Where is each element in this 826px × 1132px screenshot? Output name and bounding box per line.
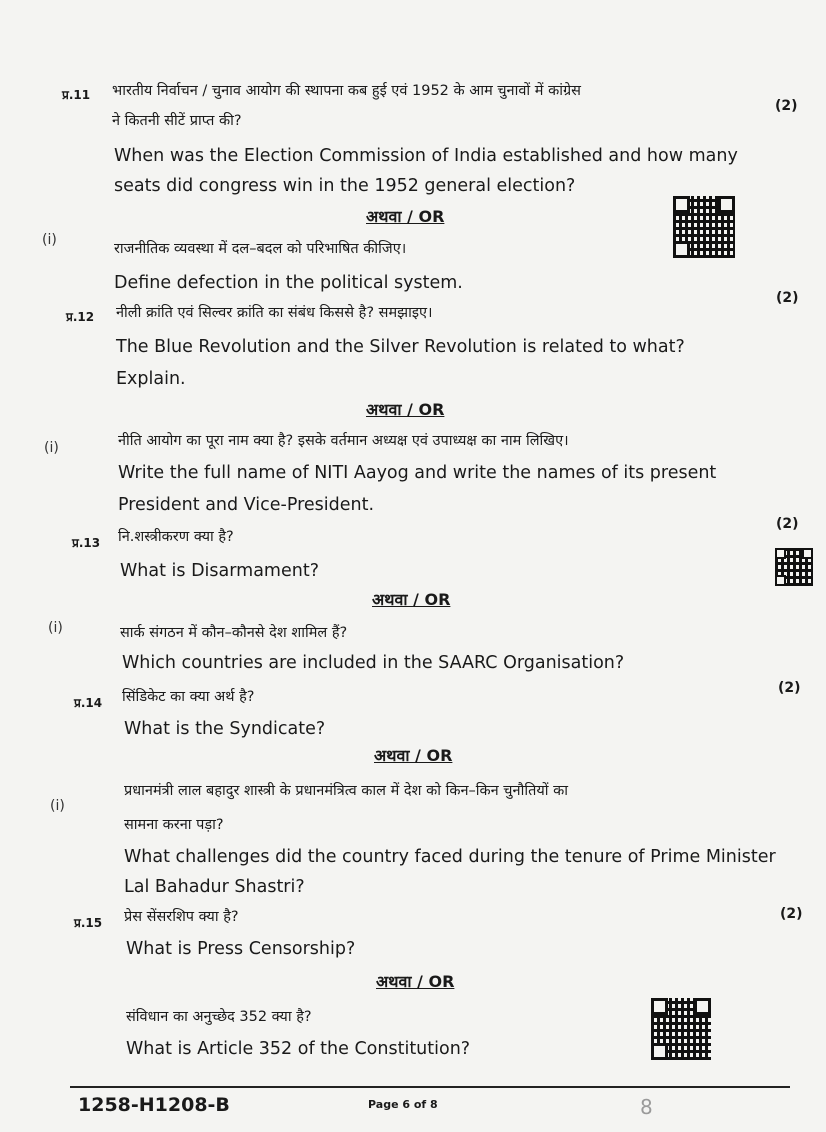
paper-code: 1258-H1208-B [78, 1094, 230, 1116]
question-number: प्र.11 [62, 88, 91, 102]
question-english: What is Press Censorship? [126, 939, 356, 959]
question-hindi: भारतीय निर्वाचन / चुनाव आयोग की स्थापना कब हुई एवं 1952 के आम चुनावों में कांग्रेस [112, 83, 581, 99]
alternate-english: President and Vice-President. [118, 495, 375, 515]
alternate-english: What challenges did the country faced during the tenure of Prime Minister [124, 847, 776, 867]
question-english: Explain. [116, 369, 186, 389]
question-number: प्र.15 [74, 916, 103, 930]
alternate-english: Write the full name of NITI Aayog and write the names of its present [118, 463, 717, 483]
or-heading: अथवा / OR [376, 972, 455, 991]
question-english: What is the Syndicate? [124, 719, 326, 739]
question-hindi: सिंडिकेट का क्या अर्थ है? [122, 689, 255, 705]
alternate-hindi: प्रधानमंत्री लाल बहादुर शास्त्री के प्रधानमंत्रित्व काल में देश को किन–किन चुनौतियों का [124, 783, 569, 799]
qr-code-icon [651, 998, 711, 1060]
alternate-hindi: संविधान का अनुच्छेद 352 क्या है? [126, 1009, 312, 1025]
question-hindi: ने कितनी सीटें प्राप्त की? [112, 113, 242, 129]
marks: (2) [780, 906, 803, 922]
option-bullet: (i) [50, 798, 65, 814]
alternate-hindi: सामना करना पड़ा? [124, 817, 224, 833]
question-english: When was the Election Commission of India established and how many [114, 146, 738, 166]
question-english: The Blue Revolution and the Silver Revolution is related to what? [116, 337, 685, 357]
question-hindi: नीली क्रांति एवं सिल्वर क्रांति का संबंध किससे है? समझाइए। [116, 305, 433, 321]
footer-mark: 8 [640, 1095, 653, 1119]
or-heading: अथवा / OR [366, 207, 445, 226]
question-number: प्र.13 [72, 536, 101, 550]
alternate-english: Define defection in the political system. [114, 273, 463, 293]
page-number: Page 6 of 8 [368, 1098, 438, 1111]
question-english: What is Disarmament? [120, 561, 319, 581]
marks: (2) [778, 680, 801, 696]
or-heading: अथवा / OR [374, 746, 453, 765]
alternate-hindi: राजनीतिक व्यवस्था में दल–बदल को परिभाषित कीजिए। [114, 241, 407, 257]
marks: (2) [775, 98, 798, 114]
option-bullet: (i) [48, 620, 63, 636]
qr-code-icon [775, 548, 813, 586]
alternate-english: Which countries are included in the SAARC Organisation? [122, 653, 625, 673]
or-heading: अथवा / OR [366, 400, 445, 419]
option-bullet: (i) [42, 232, 57, 248]
footer-divider [70, 1086, 790, 1088]
question-hindi: नि.शस्त्रीकरण क्या है? [118, 529, 234, 545]
question-number: प्र.14 [74, 696, 103, 710]
marks: (2) [776, 290, 799, 306]
qr-code-icon [673, 196, 735, 258]
alternate-english: Lal Bahadur Shastri? [124, 877, 305, 897]
question-hindi: प्रेस सेंसरशिप क्या है? [124, 909, 239, 925]
alternate-hindi: नीति आयोग का पूरा नाम क्या है? इसके वर्तमान अध्यक्ष एवं उपाध्यक्ष का नाम लिखिए। [118, 433, 569, 449]
or-heading: अथवा / OR [372, 590, 451, 609]
question-number: प्र.12 [66, 310, 95, 324]
alternate-english: What is Article 352 of the Constitution? [126, 1039, 471, 1059]
alternate-hindi: सार्क संगठन में कौन–कौनसे देश शामिल हैं? [120, 625, 348, 641]
question-english: seats did congress win in the 1952 general election? [114, 176, 576, 196]
marks: (2) [776, 516, 799, 532]
option-bullet: (i) [44, 440, 59, 456]
